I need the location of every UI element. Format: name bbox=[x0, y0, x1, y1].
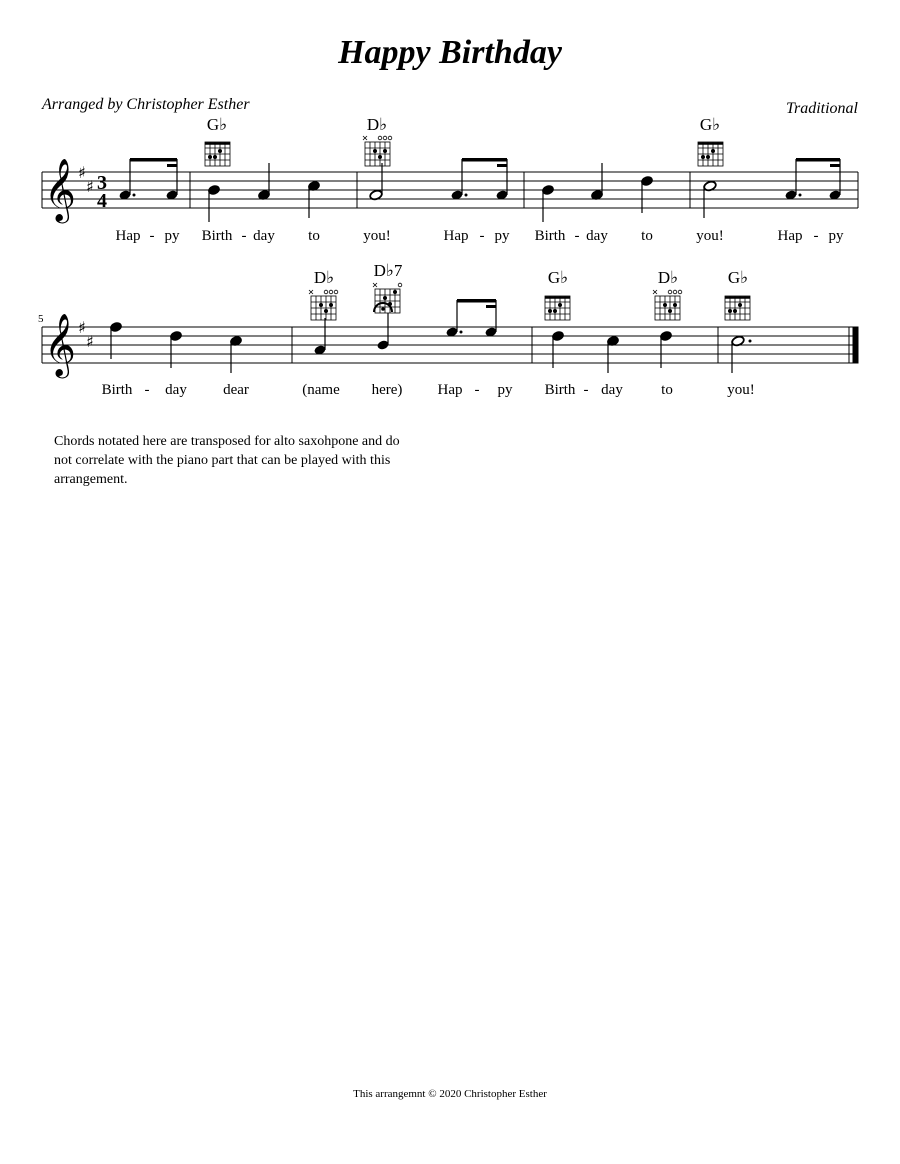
svg-text:Birth: Birth bbox=[101, 382, 133, 398]
chord-diagram-gb-2 bbox=[698, 142, 723, 166]
svg-text:-: - bbox=[583, 382, 589, 398]
svg-text:py: py bbox=[164, 228, 180, 244]
svg-text:(name: (name bbox=[302, 382, 340, 398]
svg-text:♯: ♯ bbox=[78, 163, 86, 182]
chord-symbols-2 bbox=[314, 261, 748, 287]
lyrics-line-2 bbox=[102, 382, 755, 398]
svg-text:Hap: Hap bbox=[443, 228, 469, 244]
svg-text:dear: dear bbox=[223, 382, 249, 398]
notes-measure-4 bbox=[703, 158, 842, 218]
chord-symbol: D♭ bbox=[313, 268, 335, 287]
svg-text:3: 3 bbox=[97, 172, 107, 194]
svg-text:you!: you! bbox=[696, 228, 724, 244]
chord-diagram-db-3 bbox=[653, 290, 682, 320]
svg-text:here): here) bbox=[371, 382, 403, 398]
lyrics-line-1 bbox=[116, 228, 845, 244]
measure-number: 5 bbox=[38, 313, 44, 325]
notes-measure-7 bbox=[551, 330, 672, 373]
chord-diagram-db-1 bbox=[363, 136, 392, 166]
chord-diagram-gb-1 bbox=[205, 142, 230, 166]
key-signature-1 bbox=[78, 163, 94, 196]
chord-diagram-db7 bbox=[373, 283, 402, 313]
chord-symbols-1 bbox=[207, 115, 720, 134]
chord-symbol: G♭ bbox=[547, 268, 569, 287]
svg-text:-: - bbox=[479, 228, 485, 244]
svg-text:you!: you! bbox=[363, 228, 391, 244]
svg-text:Birth: Birth bbox=[201, 228, 233, 244]
chord-diagram-gb-4 bbox=[725, 296, 750, 320]
chord-symbol: D♭ bbox=[657, 268, 679, 287]
chord-symbol: D♭7 bbox=[373, 261, 403, 280]
svg-text:♯: ♯ bbox=[78, 318, 86, 337]
svg-text:-: - bbox=[574, 228, 580, 244]
chord-symbol: D♭ bbox=[366, 115, 388, 134]
chord-symbol: G♭ bbox=[206, 115, 228, 134]
page-title: Happy Birthday bbox=[338, 34, 562, 71]
svg-text:to: to bbox=[661, 382, 673, 398]
staff-1 bbox=[42, 172, 858, 208]
svg-text:-: - bbox=[144, 382, 150, 398]
copyright-notice: This arrangemnt © 2020 Christopher Esther bbox=[353, 1088, 547, 1100]
svg-text:to: to bbox=[641, 228, 653, 244]
notes-measure-5 bbox=[109, 321, 242, 373]
svg-text:-: - bbox=[474, 382, 480, 398]
chord-symbol: G♭ bbox=[727, 268, 749, 287]
svg-text:♯: ♯ bbox=[86, 332, 94, 351]
svg-text:-: - bbox=[813, 228, 819, 244]
svg-text:Hap: Hap bbox=[777, 228, 803, 244]
svg-text:Hap: Hap bbox=[437, 382, 463, 398]
svg-text:day: day bbox=[586, 228, 608, 244]
svg-text:day: day bbox=[253, 228, 275, 244]
svg-text:-: - bbox=[149, 228, 155, 244]
svg-text:py: py bbox=[494, 228, 510, 244]
treble-clef: 𝄞 bbox=[44, 158, 76, 221]
svg-text:you!: you! bbox=[727, 382, 755, 398]
key-signature-2 bbox=[78, 318, 94, 351]
notes-measure-0 bbox=[118, 158, 178, 201]
chord-diagram-gb-3 bbox=[545, 296, 570, 320]
transposition-footnote: Chords notated here are transposed for alto saxohpone and do not correlate with the piano part that can be played with this arrangement. bbox=[54, 434, 400, 487]
svg-text:day: day bbox=[601, 382, 623, 398]
chord-diagram-db-2 bbox=[309, 290, 338, 320]
treble-clef: 𝄞 bbox=[44, 313, 76, 376]
arranger-credit: Arranged by Christopher Esther bbox=[42, 96, 250, 113]
svg-text:py: py bbox=[497, 382, 513, 398]
composer-credit: Traditional bbox=[785, 100, 858, 117]
chord-symbol: G♭ bbox=[699, 115, 721, 134]
svg-text:Hap: Hap bbox=[115, 228, 141, 244]
time-signature bbox=[97, 172, 107, 212]
svg-text:Birth: Birth bbox=[544, 382, 576, 398]
svg-text:Birth: Birth bbox=[534, 228, 566, 244]
svg-text:day: day bbox=[165, 382, 187, 398]
svg-text:to: to bbox=[308, 228, 320, 244]
svg-text:py: py bbox=[828, 228, 844, 244]
svg-text:♯: ♯ bbox=[86, 177, 94, 196]
svg-text:-: - bbox=[241, 228, 247, 244]
svg-text:4: 4 bbox=[97, 190, 107, 212]
